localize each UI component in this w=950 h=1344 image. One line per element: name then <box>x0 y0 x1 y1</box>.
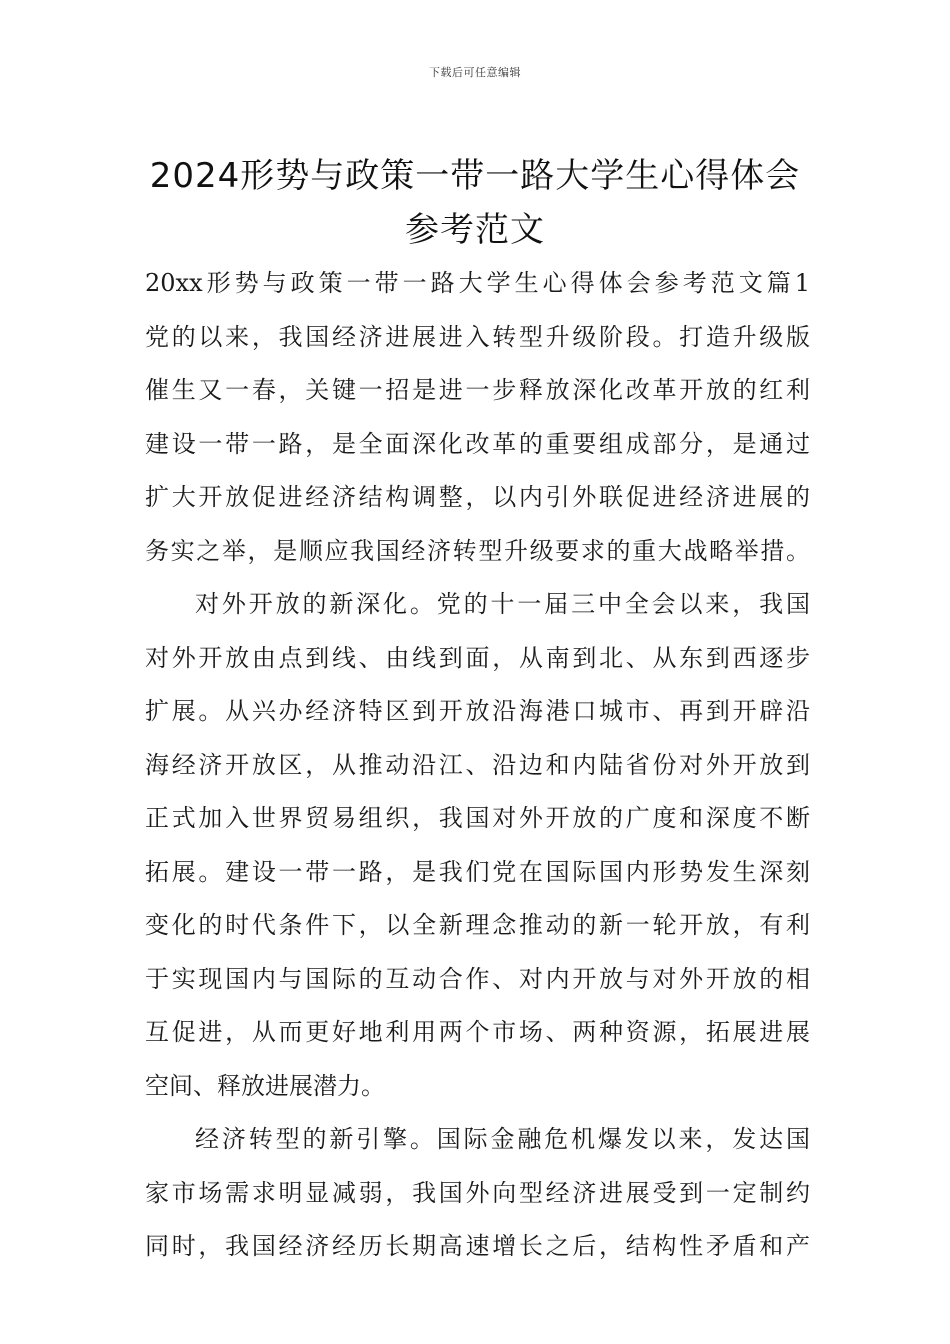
text-line: 家市场需求明显减弱，我国外向型经济进展受到一定制约 <box>145 1178 810 1207</box>
text-line: 务实之举，是顺应我国经济转型升级要求的重大战略举措。 <box>145 536 810 565</box>
text-line: 正式加入世界贸易组织，我国对外开放的广度和深度不断 <box>145 804 810 832</box>
text-line: 催生又一春，关键一招是进一步释放深化改革开放的红利 <box>145 376 810 404</box>
paragraph <box>145 257 810 578</box>
text-line: 同时，我国经济经历长期高速增长之后，结构性矛盾和产 <box>145 1232 810 1260</box>
text-line: 变化的时代条件下，以全新理念推动的新一轮开放，有利 <box>145 911 810 939</box>
text-line: 建设一带一路，是全面深化改革的重要组成部分，是通过 <box>145 429 810 458</box>
paragraph <box>145 578 810 1113</box>
text-line: 于实现国内与国际的互动合作、对内开放与对外开放的相 <box>145 964 810 993</box>
text-line: 对外开放由点到线、由线到面，从南到北、从东到西逐步 <box>145 643 810 672</box>
text-line: 党的以来，我国经济进展进入转型升级阶段。打造升级版 <box>145 322 810 351</box>
text-line: 20xx形势与政策一带一路大学生心得体会参考范文篇1 <box>145 269 810 297</box>
text-line: 扩展。从兴办经济特区到开放沿海港口城市、再到开辟沿 <box>145 697 810 725</box>
text-line: 扩大开放促进经济结构调整，以内引外联促进经济进展的 <box>145 483 810 511</box>
title-line-2: 参考范文 <box>405 209 545 250</box>
text-line: 空间、释放进展潜力。 <box>145 1071 385 1100</box>
text-line: 互促进，从而更好地利用两个市场、两种资源，拓展进展 <box>145 1018 810 1046</box>
paragraph <box>145 1113 810 1274</box>
document-title <box>0 149 950 257</box>
document-body <box>145 257 810 1274</box>
text-line: 拓展。建设一带一路，是我们党在国际国内形势发生深刻 <box>145 857 810 886</box>
title-line-1: 2024形势与政策一带一路大学生心得体会 <box>149 155 801 196</box>
text-line: 海经济开放区，从推动沿江、沿边和内陆省份对外开放到 <box>145 750 810 779</box>
page-header-note: 下载后可任意编辑 <box>429 66 521 79</box>
text-line: 经济转型的新引擎。国际金融危机爆发以来，发达国 <box>195 1125 810 1153</box>
text-line: 对外开放的新深化。党的十一届三中全会以来，我国 <box>195 590 810 618</box>
